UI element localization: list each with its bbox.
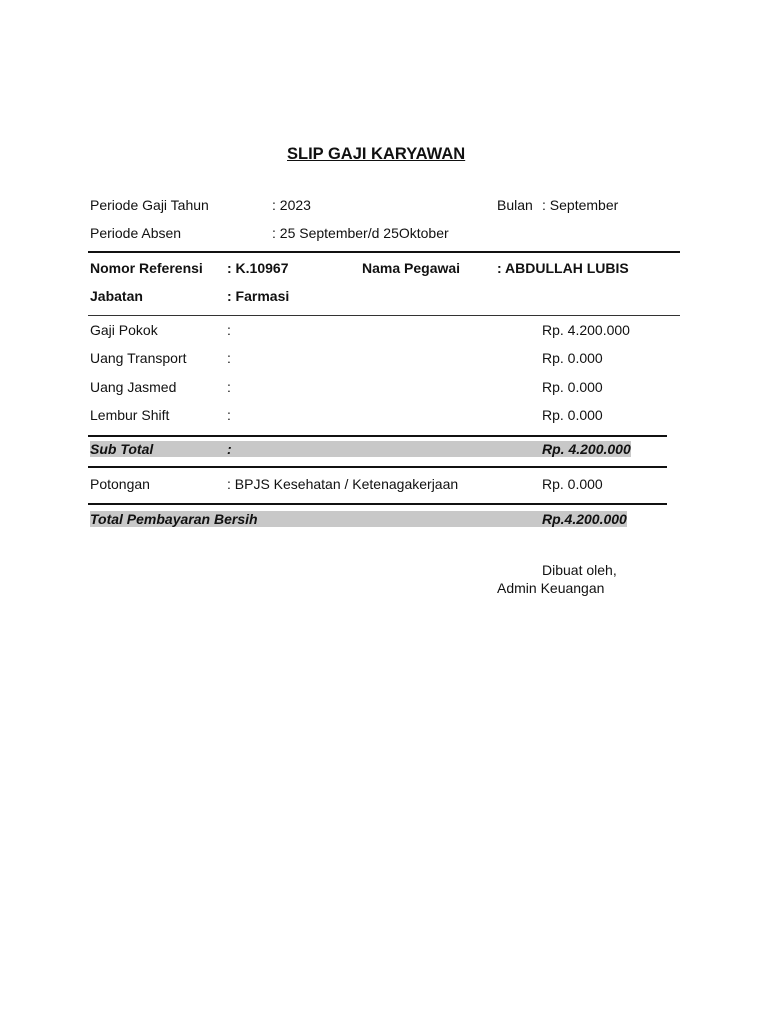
- earning-label: Gaji Pokok: [90, 322, 158, 338]
- nomor-referensi-value: : K.10967: [227, 260, 289, 276]
- nama-pegawai-label: Nama Pegawai: [362, 260, 461, 276]
- signature-line2: Admin Keuangan: [497, 580, 605, 596]
- earning-label: Lembur Shift: [90, 407, 170, 423]
- divider-total-top: [88, 503, 667, 505]
- divider-employee: [88, 315, 680, 316]
- earning-label: Uang Jasmed: [90, 379, 177, 395]
- total-label: Total Pembayaran Bersih: [90, 511, 258, 527]
- earning-separator: :: [227, 322, 231, 338]
- earning-separator: :: [227, 350, 231, 366]
- divider-top: [88, 251, 680, 253]
- earning-amount: Rp. 0.000: [542, 350, 603, 366]
- earning-separator: :: [227, 379, 231, 395]
- periode-absen-label: Periode Absen: [90, 225, 182, 241]
- jabatan-value: : Farmasi: [227, 288, 290, 304]
- subtotal-label: Sub Total: [90, 441, 154, 457]
- earning-separator: :: [227, 407, 231, 423]
- subtotal-separator: :: [227, 441, 232, 457]
- earning-amount: Rp. 4.200.000: [542, 322, 630, 338]
- earning-label: Uang Transport: [90, 350, 187, 366]
- total-amount: Rp.4.200.000: [542, 511, 627, 527]
- bulan-value: : September: [542, 197, 619, 213]
- periode-tahun-value: : 2023: [272, 197, 311, 213]
- jabatan-label: Jabatan: [90, 288, 143, 304]
- nama-pegawai-value: : ABDULLAH LUBIS: [497, 260, 629, 276]
- divider-subtotal-bottom: [88, 466, 667, 468]
- divider-subtotal-top: [88, 435, 667, 437]
- periode-tahun-label: Periode Gaji Tahun: [90, 197, 209, 213]
- nomor-referensi-label: Nomor Referensi: [90, 260, 203, 276]
- potongan-label: Potongan: [90, 476, 150, 492]
- earning-amount: Rp. 0.000: [542, 407, 603, 423]
- potongan-amount: Rp. 0.000: [542, 476, 603, 492]
- signature-line1: Dibuat oleh,: [542, 562, 617, 578]
- bulan-label: Bulan: [497, 197, 533, 213]
- potongan-description: : BPJS Kesehatan / Ketenagakerjaan: [227, 476, 459, 492]
- earning-amount: Rp. 0.000: [542, 379, 603, 395]
- subtotal-amount: Rp. 4.200.000: [542, 441, 631, 457]
- periode-absen-value: : 25 September/d 25Oktober: [272, 225, 449, 241]
- page-title: SLIP GAJI KARYAWAN: [287, 145, 466, 163]
